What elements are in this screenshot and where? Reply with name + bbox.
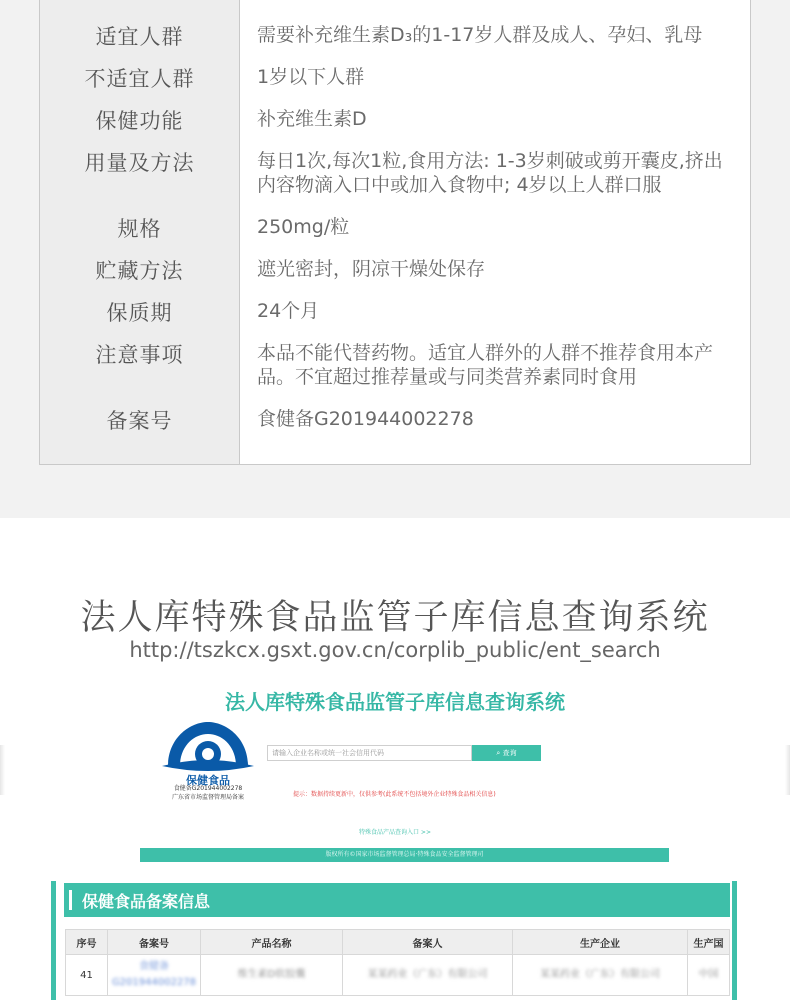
column-header: 生产企业 bbox=[513, 930, 688, 955]
spec-value: 24个月 bbox=[257, 300, 320, 322]
section-url[interactable]: http://tszkcx.gsxt.gov.cn/corplib_public/ent_search bbox=[129, 638, 661, 662]
spec-value: 本品不能代替药物。适宜人群外的人群不推荐食用本产品。不宜超过推荐量或与同类营养素同时食用 bbox=[257, 342, 714, 388]
site-footer: 版权所有©国家市场监督管理总局·特殊食品安全监督管理司 bbox=[140, 848, 669, 862]
spec-value: 250mg/粒 bbox=[257, 216, 350, 238]
spec-value: 遮光密封，阴凉干燥处保存 bbox=[257, 258, 486, 280]
header-accent-bar bbox=[69, 890, 72, 910]
spec-value: 食健备G201944002278 bbox=[257, 408, 474, 430]
filing-number-value: 食健备G201944002278 bbox=[111, 961, 197, 988]
search-button-label: 查询 bbox=[502, 749, 517, 757]
manufacturer-value: 某某药业（广东）有限公司 bbox=[540, 969, 660, 980]
logo-authority: 广东省市场监督管理局备案 bbox=[171, 794, 244, 801]
filing-record-panel bbox=[51, 881, 737, 1000]
search-icon: ⌕ bbox=[496, 749, 501, 757]
health-food-logo-icon bbox=[160, 716, 256, 778]
country-cell bbox=[688, 955, 730, 996]
left-edge-shadow bbox=[0, 745, 5, 795]
section-title: 法人库特殊食品监管子库信息查询系统 bbox=[80, 598, 710, 638]
filer-value: 某某药业（广东）有限公司 bbox=[367, 969, 488, 980]
record-table-header-row bbox=[66, 930, 730, 955]
product-name-cell bbox=[201, 955, 343, 996]
logo-filing-number: 食健备G201944002278 bbox=[173, 785, 243, 792]
spec-label: 贮藏方法 bbox=[95, 259, 184, 283]
row-index: 41 bbox=[66, 955, 108, 996]
spec-table bbox=[39, 0, 751, 465]
spec-label: 保健功能 bbox=[95, 109, 184, 133]
spec-label: 适宜人群 bbox=[95, 25, 184, 49]
manufacturer-cell bbox=[513, 955, 688, 996]
table-row[interactable] bbox=[66, 955, 730, 996]
spec-value: 补充维生素D bbox=[257, 108, 367, 130]
country-value: 中国 bbox=[698, 969, 719, 980]
product-query-entry-link[interactable]: 特殊食品产品查询入口 >> bbox=[359, 829, 431, 836]
record-header-title: 保健食品备案信息 bbox=[82, 892, 211, 911]
column-header: 产品名称 bbox=[201, 930, 343, 955]
column-header: 备案号 bbox=[108, 930, 201, 955]
record-table bbox=[65, 929, 730, 996]
logo-caption: 保健食品 bbox=[186, 774, 230, 787]
spec-label: 注意事项 bbox=[95, 343, 184, 367]
record-header bbox=[64, 883, 730, 917]
search-button[interactable] bbox=[472, 745, 541, 761]
spec-value: 需要补充维生素D₃的1-17岁人群及成人、孕妇、乳母 bbox=[257, 24, 703, 46]
logo-subcaption bbox=[150, 784, 266, 802]
spec-label: 规格 bbox=[117, 217, 162, 241]
column-header: 生产国 bbox=[688, 930, 730, 955]
column-header: 备案人 bbox=[343, 930, 513, 955]
data-notice: 提示：数据持续更新中，仅供参考(此系统不包括境外企业特殊食品相关信息) bbox=[293, 791, 496, 798]
spec-label: 保质期 bbox=[106, 301, 173, 325]
enterprise-search-input[interactable]: 请输入企业名称或统一社会信用代码 bbox=[267, 745, 472, 761]
spec-label: 用量及方法 bbox=[84, 151, 195, 175]
spec-value: 1岁以下人群 bbox=[257, 66, 365, 88]
column-header: 序号 bbox=[66, 930, 108, 955]
product-name-value: 维生素D软胶囊 bbox=[237, 969, 306, 980]
filing-number-cell[interactable] bbox=[108, 955, 201, 996]
right-edge-shadow bbox=[785, 745, 790, 795]
spec-label: 备案号 bbox=[106, 409, 173, 433]
spec-label: 不适宜人群 bbox=[84, 67, 195, 91]
site-title: 法人库特殊食品监管子库信息查询系统 bbox=[225, 690, 565, 714]
filer-cell bbox=[343, 955, 513, 996]
spec-value: 每日1次,每次1粒,食用方法: 1-3岁刺破或剪开囊皮,挤出内容物滴入口中或加入食物中; 4岁以上人群口服 bbox=[257, 150, 723, 196]
